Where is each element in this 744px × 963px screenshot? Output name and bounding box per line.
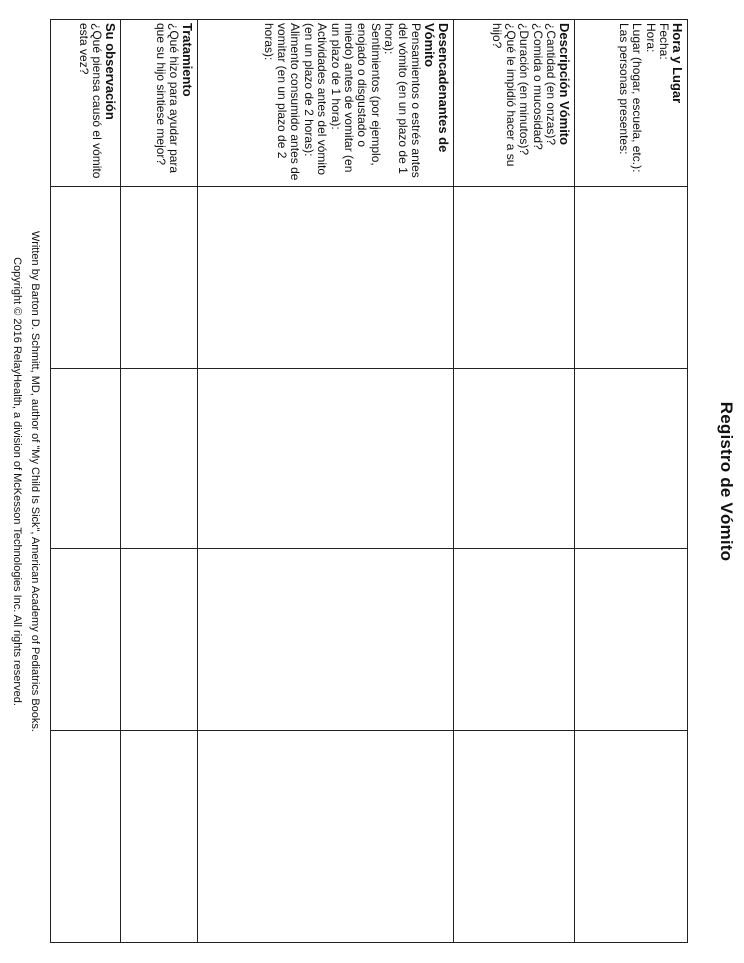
table-row bbox=[121, 20, 198, 943]
entry-cell[interactable] bbox=[51, 187, 121, 369]
prompt-line: Fecha: bbox=[657, 23, 671, 60]
entry-cell[interactable] bbox=[454, 549, 575, 731]
page-title: Registro de Vómito bbox=[717, 401, 736, 562]
entry-cell[interactable] bbox=[575, 187, 688, 369]
table-row bbox=[454, 20, 575, 943]
table-row bbox=[51, 20, 121, 943]
section-heading: Desencadenantes de Vómito bbox=[422, 23, 451, 153]
log-table bbox=[50, 19, 688, 943]
entry-cell[interactable] bbox=[121, 731, 198, 943]
prompt-line: Pensamientos o estrés antes del vómito (en un plazo de 1 hora): bbox=[382, 23, 423, 178]
prompt-line: ¿Duración (en minutos)? bbox=[517, 23, 532, 156]
prompt-line: ¿Qué piensa causó el vómito esta vez? bbox=[76, 23, 104, 179]
entry-cell[interactable] bbox=[575, 731, 688, 943]
section-heading: Descripción Vómito bbox=[557, 23, 572, 146]
entry-cell[interactable] bbox=[575, 549, 688, 731]
prompt-line: Actividades antes del vómito (en un plazo de 2 horas): bbox=[301, 23, 330, 176]
entry-cell[interactable] bbox=[454, 731, 575, 943]
entry-cell[interactable] bbox=[51, 369, 121, 549]
prompt-line: ¿Qué hizo para ayudar para que su hijo sintiese mejor? bbox=[153, 23, 181, 174]
section-heading: Tratamiento bbox=[180, 23, 195, 97]
entry-cell[interactable] bbox=[121, 369, 198, 549]
entry-cell[interactable] bbox=[121, 549, 198, 731]
row-label-tratamiento bbox=[121, 20, 198, 187]
entry-cell[interactable] bbox=[121, 187, 198, 369]
table-row bbox=[198, 20, 454, 943]
entry-cell[interactable] bbox=[575, 369, 688, 549]
entry-cell[interactable] bbox=[454, 187, 575, 369]
entry-cell[interactable] bbox=[198, 369, 454, 549]
prompt-line: ¿Cantidad (en onzas)? bbox=[544, 23, 558, 146]
prompt-line: ¿Comida o mucosidad? bbox=[530, 23, 545, 150]
prompt-line: Las personas presentes: bbox=[616, 23, 631, 155]
copyright-notice: Copyright © 2016 RelayHealth, a division of McKesson Technologies Inc. All rights reserved. bbox=[11, 257, 23, 706]
entry-cell[interactable] bbox=[51, 549, 121, 731]
entry-cell[interactable] bbox=[51, 731, 121, 943]
entry-cell[interactable] bbox=[198, 731, 454, 943]
entry-cell[interactable] bbox=[454, 369, 575, 549]
entry-cell[interactable] bbox=[198, 187, 454, 369]
row-label-descripcion bbox=[454, 20, 575, 187]
section-heading: Su observación bbox=[103, 23, 118, 120]
row-label-observacion bbox=[51, 20, 121, 187]
prompt-line: ¿Qué le impidió hacer a su hijo? bbox=[490, 23, 518, 167]
section-heading: Hora y Lugar bbox=[670, 23, 685, 104]
entry-cell[interactable] bbox=[198, 549, 454, 731]
row-label-hora-lugar bbox=[575, 20, 688, 187]
prompt-line: Sentimientos (por ejemplo, enojado o disgustado o miedo) antes de vomitar (en un plazo de 1 hora): bbox=[328, 23, 383, 173]
prompt-line: Lugar (hogar, escuela, etc.): bbox=[630, 23, 645, 173]
table-row bbox=[575, 20, 688, 943]
author-credit: Written by Barton D. Schmitt, MD, author of "My Child Is Sick", American Academy of Pediatrics Books. bbox=[29, 231, 41, 732]
prompt-line: Hora: bbox=[643, 23, 658, 53]
prompt-line: Alimento consumido antes de vomitar (en un plazo de 2 horas): bbox=[261, 23, 303, 181]
row-label-desencadenantes bbox=[198, 20, 454, 187]
